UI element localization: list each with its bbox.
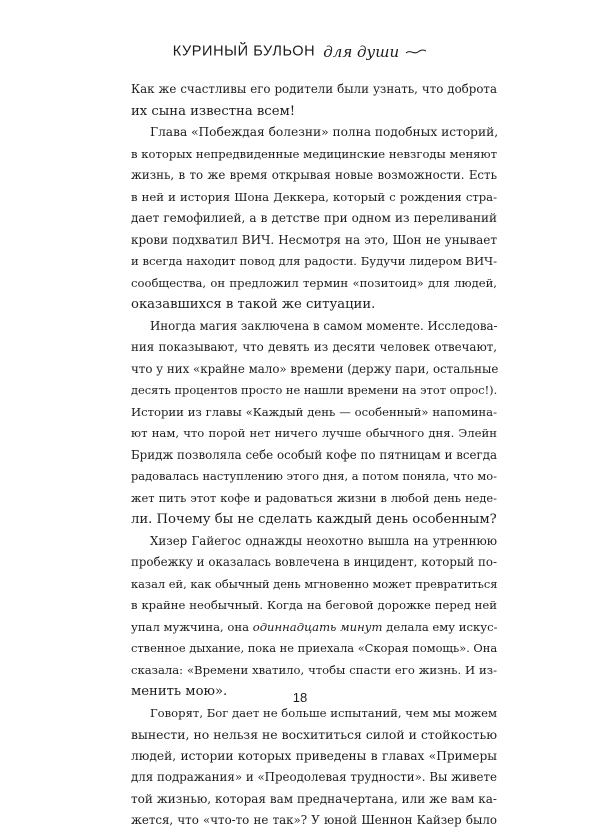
text-line: вынести, но нельзя не восхититься силой и стойкостью (131, 727, 497, 742)
page-number: 18 (292, 690, 308, 705)
running-header (0, 41, 600, 61)
text-line: их сына известна всем! (131, 103, 296, 119)
book-subtitle-script: для души (323, 42, 400, 61)
text-line: Говорят, Бог дает не больше испытаний, чем мы можем (150, 705, 497, 720)
text-line: Как же счастливы его родители были узнать, что доброта (131, 82, 497, 96)
page-body (131, 79, 497, 832)
text-line: для подражания» и «Преодолевая трудности». Вы живете (131, 770, 497, 784)
text-line: и всегда находит повод для радости. Будучи лидером ВИЧ- (131, 254, 497, 268)
text-line: Истории из главы «Каждый день — особенный» напомина- (131, 404, 497, 419)
text-line: десять процентов просто не нашли времени на этот опрос!). (131, 383, 498, 397)
text-line: в крайне необычный. Когда на беговой дорожке перед ней (131, 598, 497, 612)
text-line: пробежку и оказалась вовлечена в инцидент, который по- (131, 555, 497, 569)
text-line-with-emphasis (131, 617, 497, 639)
text-line: ют нам, что порой нет ничего лучше обычного дня. Элейн (131, 426, 497, 440)
text-line: Глава «Побеждая болезни» полна подобных историй, (150, 125, 499, 139)
book-title: КУРИНЫЙ БУЛЬОН (172, 43, 316, 60)
swash-ornament-icon (405, 42, 427, 61)
text-line: той жизнью, которая вам предначертана, или же вам ка- (131, 791, 497, 806)
text-line: в ней и история Шона Деккера, который с рождения стра- (131, 189, 497, 204)
text-line: Бридж позволяла себе особый кофе по пятницам и всегда (131, 447, 497, 462)
text-line: что у них «крайне мало» времени (держу пари, остальные (131, 361, 499, 376)
text-line: Иногда магия заключена в самом моменте. Исследова- (150, 318, 498, 333)
emphasized-text: одиннадцать минут (252, 619, 383, 634)
text-line: казал ей, как обычный день мгновенно может превратиться (131, 576, 498, 591)
text-line: жет пить этот кофе и радоваться жизни в любой день неде- (131, 490, 497, 505)
text-line: менить мою». (131, 684, 228, 699)
text-line: людей, истории которых приведены в главах «Примеры (131, 748, 497, 763)
text-segment: делала ему искус- (382, 619, 498, 634)
text-line: Хизер Гайегос однажды неохотно вышла на утреннюю (150, 533, 497, 548)
text-line: дает гемофилией, а в детстве при одном из переливаний (131, 211, 497, 225)
text-line: сообщества, он предложил термин «позитоид» для людей, (131, 275, 497, 290)
text-segment: упал мужчина, она (131, 619, 253, 634)
text-line: радовалась наступлению этого дня, а потом поняла, что мо- (131, 469, 497, 483)
text-line: ственное дыхание, пока не приехала «Скорая помощь». Она (131, 641, 498, 655)
text-line: жется, что «что-то не так»? У юной Шеннон Кайзер было (131, 813, 497, 827)
text-line: крови подхватил ВИЧ. Несмотря на это, Шон не унывает (131, 232, 497, 247)
text-line: жизнь, в то же время открывая новые возможности. Есть (131, 168, 497, 182)
text-line: оказавшихся в такой же ситуации. (131, 297, 376, 312)
text-line: в которых непредвиденные медицинские невзгоды меняют (131, 146, 497, 161)
text-line: ли. Почему бы не сделать каждый день особенным? (131, 512, 497, 527)
text-line: сказала: «Времени хватило, чтобы спасти его жизнь. И из- (131, 662, 497, 677)
text-line: ния показывают, что девять из десяти человек отвечают, (131, 340, 497, 354)
